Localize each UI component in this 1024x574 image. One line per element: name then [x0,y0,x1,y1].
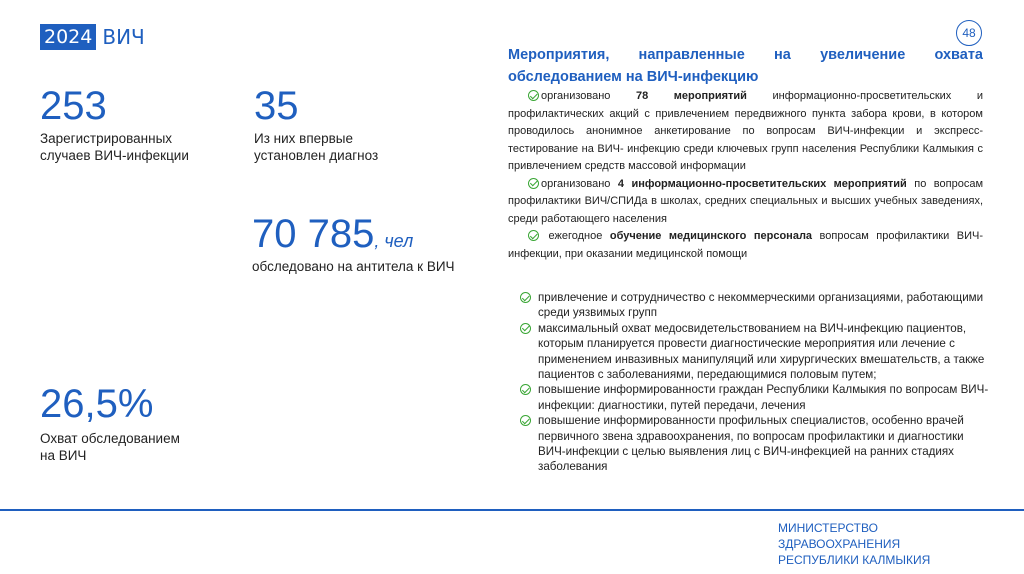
page-number: 48 [956,20,982,46]
stat-tested [252,212,455,275]
check-icon [528,230,539,241]
activities-list [508,88,983,263]
section-heading: Мероприятия, направленные на увеличение охвата обследованием на ВИЧ-инфекцию [508,47,983,85]
ministry-line2: ЗДРАВООХРАНЕНИЯ [778,537,901,551]
list-item [520,382,990,413]
stat-value: 26,5% [40,382,154,426]
stat-label-line1: Охват обследованием [40,431,180,446]
stat-coverage [40,382,180,464]
ministry-line3: РЕСПУБЛИКИ КАЛМЫКИЯ [778,553,931,567]
check-icon [520,323,531,334]
logo-text: ВИЧ [102,25,145,49]
ministry-label [778,520,930,568]
stat-first-diagnosed [254,84,378,164]
list-item [508,176,983,229]
item-text: организовано [541,90,636,102]
check-icon [520,384,531,395]
stat-unit: , чел [374,231,414,251]
stat-label-line1: обследовано на антитела к ВИЧ [252,259,455,274]
list-item [508,88,983,176]
check-icon [520,292,531,303]
list-item [508,228,983,263]
list-item [520,321,990,383]
stat-value: 70 785 [252,212,375,256]
item-text: информационно-просветительских и профилактических акций с привлечением передвижного пункта забора крови, в котором проводилось анонимное анкетирование по вопросам ВИЧ-инфекции и экспресс-тестирование на ВИЧ- инфекцию среди ключевых групп населения Республики Калмыкия с привлечением средств массовой информации [508,90,984,172]
item-text: вопросам профилактики ВИЧ-инфекции, при оказании медицинской помощи [508,230,983,260]
item-text: повышение информированности профильных специалистов, особенно врачей первичного звена здравоохранения, по вопросам профилактики и диагностики ВИЧ-инфекции с целью выявления лиц с ВИЧ-инфекцией на ранних стадиях заболевания [538,414,964,474]
item-text: повышение информированности граждан Республики Калмыкия по вопросам ВИЧ-инфекции: диагностики, путей передачи, лечения [538,383,989,412]
item-text: организовано [541,177,618,190]
footer-divider [0,509,1024,511]
item-text: максимальный охват медосвидетельствованием на ВИЧ-инфекцию пациентов, которым планируется провести диагностические мероприятия или лечение с применением инвазивных манипуляций или хирургических вмешательств, а также пациентов с заболеваниями, передающимися половым путем; [538,321,985,382]
stat-registered [40,84,189,164]
item-bold: обучение медицинского персонала [609,230,813,242]
stat-value: 253 [40,84,107,128]
logo-year: 2024 [40,24,96,50]
ministry-line1: МИНИСТЕРСТВО [778,521,878,535]
check-icon [520,415,531,426]
measures-list [520,290,990,475]
stat-label-line1: Из них впервые [254,131,354,146]
stat-label-line1: Зарегистрированных [40,131,173,146]
stat-label-line2: случаев ВИЧ-инфекции [40,148,189,163]
stat-label-line2: на ВИЧ [40,448,87,463]
logo [40,24,145,50]
stat-value: 35 [254,84,299,128]
list-item [520,290,990,321]
item-text: привлечение и сотрудничество с некоммерческими организациями, работающими среди уязвимых групп [538,291,984,320]
item-bold: 78 мероприятий [635,90,747,102]
item-text: по вопросам профилактики ВИЧ/СПИДа в школах, средних специальных и высших учебных заведениях, среди работающего населения [508,177,984,225]
check-icon [528,178,539,189]
item-bold: 4 информационно-просветительских мероприятий [617,177,907,190]
stat-label-line2: установлен диагноз [254,148,379,163]
item-text: ежегодное [541,230,610,242]
list-item [520,413,990,475]
check-icon [528,90,539,101]
